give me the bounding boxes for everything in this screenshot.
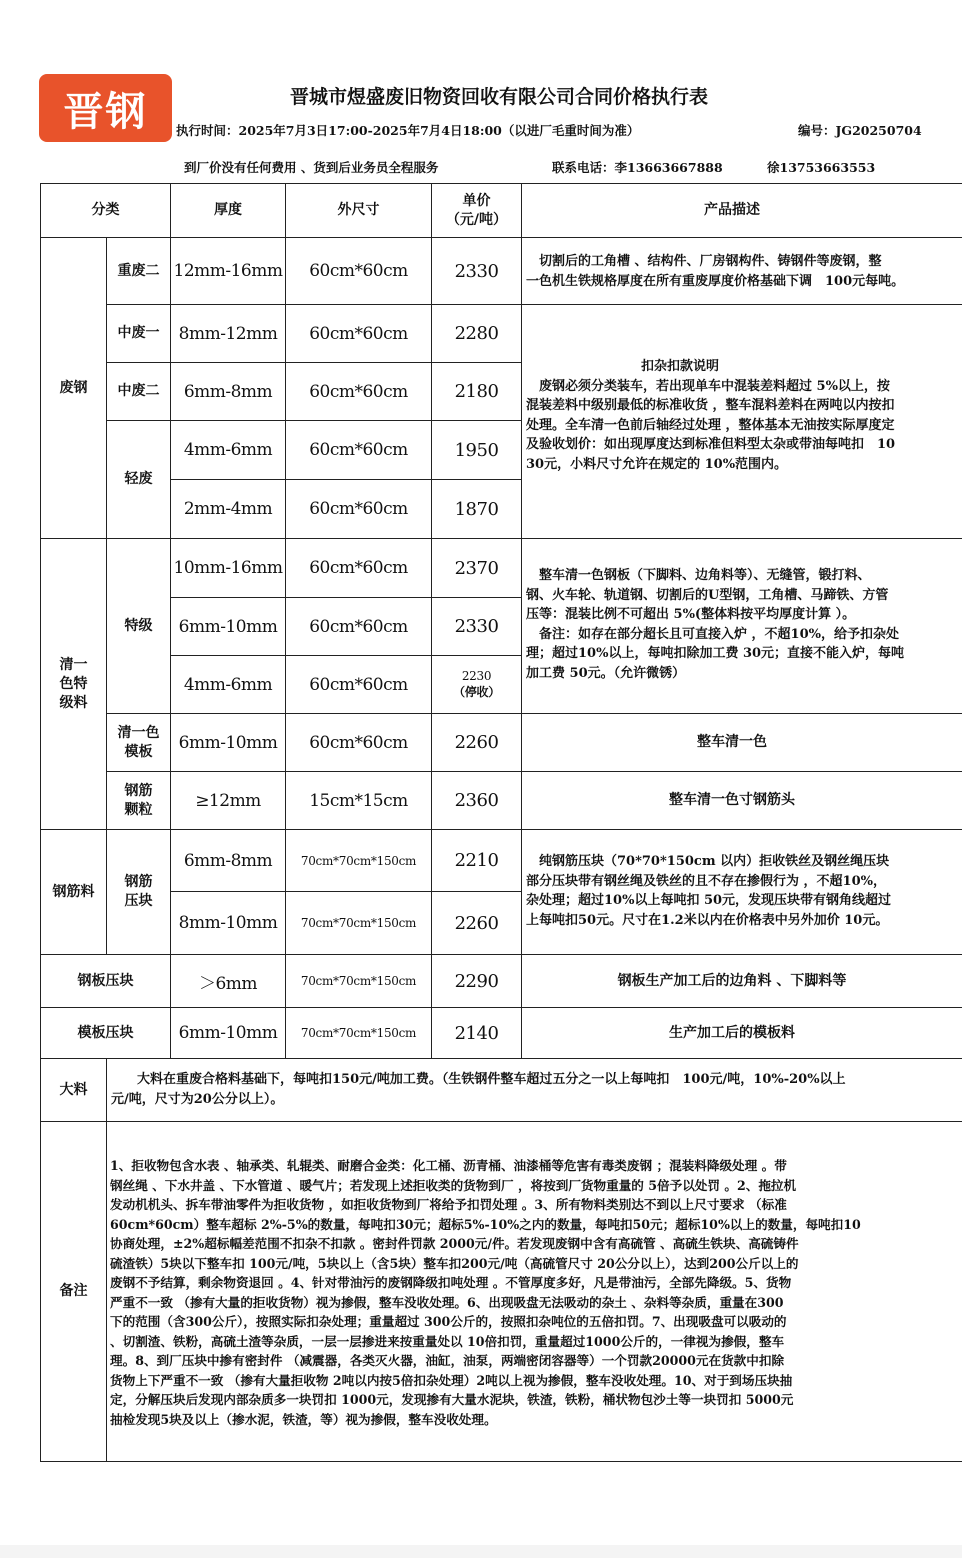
price-cell: 2370: [431, 538, 522, 598]
price-cell: 1870: [431, 479, 522, 539]
size-cell: 70cm*70cm*150cm: [285, 829, 432, 892]
sub-label-line: 钢筋: [124, 874, 153, 890]
description-line: 处理。全车清一色前后轴经过处理 ，整体基本无油按实际厚度定: [526, 417, 895, 433]
thickness-cell: 6mm-10mm: [170, 1007, 286, 1059]
description-line: 理；超过10%以上，每吨扣除加工费 30元；直接不能入炉，每吨: [526, 646, 905, 661]
size-cell: 15cm*15cm: [285, 771, 432, 830]
header-price: [431, 183, 522, 238]
header-category: 分类: [40, 183, 171, 238]
remark-line: 发动机机头、拆车带油零件为拒收货物 ，如拒收货物到厂将给予扣罚处理 。3、所有物料类别达不到以上尺寸要求 （标准: [110, 1197, 787, 1212]
description-line: 混装差料中级别最低的标准收货 ，整车混料差料在两吨以内按扣: [526, 398, 895, 413]
size-cell: 60cm*60cm: [285, 655, 432, 714]
thickness-cell: 4mm-6mm: [170, 420, 286, 480]
header-price-unit: （元/吨）: [445, 211, 508, 228]
description-line: 30元，小料尺寸允许在规定的 10%范围内。: [526, 456, 788, 472]
header-price-label: 单价: [462, 192, 491, 209]
size-cell: 60cm*60cm: [285, 420, 432, 480]
sub-label-line: 颗粒: [124, 801, 153, 818]
group-label-line: 色特: [59, 675, 88, 692]
header-thickness: 厚度: [170, 183, 286, 238]
description-clean-template: 整车清一色: [521, 713, 962, 772]
size-cell: 60cm*60cm: [285, 362, 432, 421]
execution-time: 执行时间：2025年7月3日17:00-2025年7月4日18:00（以进厂毛重时间为准）: [176, 123, 640, 138]
remark-line: 抽检发现5块及以上（掺水泥，铁渣，等）视为掺假，整车没收处理。: [110, 1411, 497, 1427]
group-label-line: 清一: [59, 656, 88, 673]
thickness-cell: 6mm-10mm: [170, 597, 286, 656]
description-line: 加工费 50元。（允许微锈）: [526, 665, 686, 681]
sub-label-line: 清一色: [117, 724, 160, 741]
thickness-cell: 10mm-16mm: [170, 538, 286, 598]
remark-line: 硫渣铁）5块以下整车扣 100元/吨，5块以上（含5块）整车扣200元/吨（高硫管尺寸 20公分以上），达到200公斤以上的: [110, 1255, 799, 1271]
description-template-block: 生产加工后的模板料: [521, 1007, 962, 1059]
suspended-note: （停收）: [453, 685, 500, 699]
sub-special-grade: 特级: [106, 538, 171, 714]
thickness-cell: 6mm-10mm: [170, 713, 286, 772]
remark-line: 钢丝绳 、下水井盖 、下水管道 、暖气片；若发现上述拒收类的货物到厂 ，将按到厂货物重量的 5倍予以处罚 。2、拖拉机: [110, 1177, 797, 1193]
description-line: 备注：如存在部分超长且可直接入炉 ，不超10%，给予扣杂处: [526, 626, 899, 642]
header-size: 外尺寸: [285, 183, 432, 238]
description-line: 一色机生铁规格厚度在所有重废厚度价格基础下调 100元每吨。: [526, 273, 905, 289]
description-line: 元/吨，尺寸为20公分以上）。: [111, 1091, 284, 1107]
thickness-cell: ≥12mm: [170, 771, 286, 830]
remark-line: 协商处理，±2%超标幅差范围不扣杂不扣款 。密封件罚款 2000元/件。若发现废钢中含有高硫管 、高硫生铁块、高硫铸件: [110, 1236, 799, 1251]
contact-phone-xu: 徐13753663553: [767, 160, 876, 175]
serial-number: 编号：JG20250704: [798, 123, 922, 138]
sub-label-line: 压块: [124, 893, 153, 909]
thickness-cell: 8mm-12mm: [170, 304, 286, 363]
size-cell: 70cm*70cm*150cm: [285, 1007, 432, 1059]
size-cell: 60cm*60cm: [285, 237, 432, 305]
remarks-text: [106, 1121, 962, 1462]
description-heavy-waste: [521, 237, 962, 305]
price-cell: 1950: [431, 420, 522, 480]
size-cell: 60cm*60cm: [285, 597, 432, 656]
remark-line: 理。8、到厂压块中掺有密封件 （减震器，各类灭火器，油缸，油泵，两端密闭容器等）一个罚款20000元在货款中扣除: [110, 1353, 785, 1368]
description-plate-block: 钢板生产加工后的边角料 、下脚料等: [521, 954, 962, 1008]
thickness-cell: 6mm-8mm: [170, 829, 286, 892]
price-cell: 2260: [431, 891, 522, 955]
size-cell: 60cm*60cm: [285, 304, 432, 363]
thickness-cell: 12mm-16mm: [170, 237, 286, 305]
remark-line: 1、拒收物包含水表 、轴承类、轧辊类、耐磨合金类：化工桶、沥青桶、油漆桶等危害有毒类废钢 ；混装料降级处理 。带: [110, 1158, 787, 1173]
remark-line: 废钢不予结算，剩余物资退回 。4、针对带油污的废钢降级扣吨处理 。不管厚度多好，凡是带油污，全部先降级。5、货物: [110, 1275, 792, 1290]
description-line: 钢、火车轮、轨道钢、切割后的U型钢，工角槽、马蹄铁、方管: [526, 587, 889, 603]
sub-label-line: 钢筋: [124, 782, 153, 799]
group-label-line: 级料: [59, 694, 88, 711]
size-cell: 60cm*60cm: [285, 538, 432, 598]
description-line: 废钢必须分类装车，若出现单车中混装差料超过 5%以上，按: [526, 378, 890, 394]
price-cell: 2330: [431, 597, 522, 656]
price-value: 2230: [461, 669, 492, 683]
price-table: [40, 183, 962, 1462]
sub-heavy-waste-2: 重废二: [106, 237, 171, 305]
sub-light-waste: 轻废: [106, 420, 171, 539]
thickness-cell: 8mm-10mm: [170, 891, 286, 955]
size-cell: 60cm*60cm: [285, 479, 432, 539]
service-note: 到厂价没有任何费用 、货到后业务员全程服务: [184, 160, 439, 175]
description-line: 大料在重废合格料基础下，每吨扣150元/吨加工费。（生铁钢件整车超过五分之一以上每吨扣 100元/吨，10%-20%以上: [111, 1072, 846, 1087]
remark-line: 下的范围（含300公斤），按照实际扣杂处理；重量超过 300公斤的，按照扣杂吨位的五倍扣罚。7、出现吸盘可以吸动的: [110, 1314, 787, 1329]
price-cell: 2290: [431, 954, 522, 1008]
price-cell: 2280: [431, 304, 522, 363]
remark-line: 货物上下严重不一致 （掺有大量拒收物 2吨以内按5倍扣杂处理）2吨以上视为掺假，整车没收处理。10、对于到场压块抽: [110, 1372, 793, 1388]
jingang-logo-badge: 晋钢: [39, 74, 172, 142]
price-cell: 2210: [431, 829, 522, 892]
thickness-cell: 6mm-8mm: [170, 362, 286, 421]
document-title: 晋城市煜盛废旧物资回收有限公司合同价格执行表: [290, 86, 709, 108]
remark-line: 定，分解压块后发现内部杂质多一块罚扣 1000元，发现掺有大量水泥块，铁渣，铁粉，桶状物包沙土等一块罚扣 5000元: [110, 1392, 794, 1407]
sub-rebar-grain: [106, 771, 171, 830]
description-line: 纯钢筋压块（70*70*150cm 以内）拒收铁丝及钢丝绳压块: [526, 854, 890, 869]
sub-rebar-block: [106, 829, 171, 955]
price-cell: 2330: [431, 237, 522, 305]
thickness-cell: 2mm-4mm: [170, 479, 286, 539]
sub-label-line: 模板: [124, 743, 153, 760]
sub-medium-waste-1: 中废一: [106, 304, 171, 363]
remark-line: 、切割渣、铁粉，高硫土渣等杂质，一层一层掺进来按重量处以 10倍扣罚，重量超过1000公斤的，一律视为掺假，整车: [110, 1333, 785, 1349]
size-cell: 70cm*70cm*150cm: [285, 954, 432, 1008]
size-cell: 60cm*60cm: [285, 713, 432, 772]
price-cell-suspended: [431, 655, 522, 714]
sub-clean-template: [106, 713, 171, 772]
price-cell: 2140: [431, 1007, 522, 1059]
group-plate-block: 钢板压块: [40, 954, 171, 1008]
price-cell: 2360: [431, 771, 522, 830]
group-waste-steel: 废钢: [40, 237, 107, 539]
description-line: 部分压块带有钢丝绳及铁丝的且不存在掺假行为 ，不超10%，: [526, 873, 886, 889]
header-description: 产品描述: [521, 183, 962, 238]
deduction-title: 扣杂扣款说明: [641, 359, 720, 374]
group-clean-special: [40, 538, 107, 830]
description-rebar-grain: 整车清一色寸钢筋头: [521, 771, 962, 830]
description-bulk: [106, 1058, 962, 1122]
description-special-grade: [521, 538, 962, 714]
price-cell: 2180: [431, 362, 522, 421]
group-rebar-material: 钢筋料: [40, 829, 107, 955]
sub-medium-waste-2: 中废二: [106, 362, 171, 421]
description-line: 切割后的工角槽 、结构件、厂房钢构件、铸钢件等废钢，整: [526, 254, 882, 269]
thickness-cell: ＞6mm: [170, 954, 286, 1008]
description-deduction: [521, 304, 962, 539]
remark-line: 60cm*60cm）整车超标 2%-5%的数量，每吨扣30元；超标5%-10%之内的数量，每吨扣50元；超标10%以上的数量，每吨扣10: [110, 1216, 861, 1232]
description-line: 杂处理；超过10%以上每吨扣 50元，发现压块带有钢角线超过: [526, 893, 892, 908]
contact-phone-li: 联系电话：李13663667888: [552, 160, 723, 175]
thickness-cell: 4mm-6mm: [170, 655, 286, 714]
description-line: 及验收划价：如出现厚度达到标准但料型太杂或带油每吨扣 10: [526, 437, 896, 452]
remark-line: 严重不一致 （掺有大量的拒收货物）视为掺假，整车没收处理。6、出现吸盘无法吸动的杂土 、杂料等杂质，重量在300: [110, 1294, 784, 1310]
description-line: 整车清一色钢板（下脚料、边角料等）、无缝管，锻打料、: [526, 568, 871, 583]
group-bulk: 大料: [40, 1058, 107, 1122]
description-line: 压等：混装比例不可超出 5%(整体料按平均厚度计算 ）。: [526, 607, 856, 622]
description-rebar-block: [521, 829, 962, 955]
size-cell: 70cm*70cm*150cm: [285, 891, 432, 955]
group-template-block: 模板压块: [40, 1007, 171, 1059]
price-cell: 2260: [431, 713, 522, 772]
description-line: 上每吨扣50元。尺寸在1.2米以内在价格表中另外加价 10元。: [526, 912, 889, 928]
group-remarks: 备注: [40, 1121, 107, 1462]
